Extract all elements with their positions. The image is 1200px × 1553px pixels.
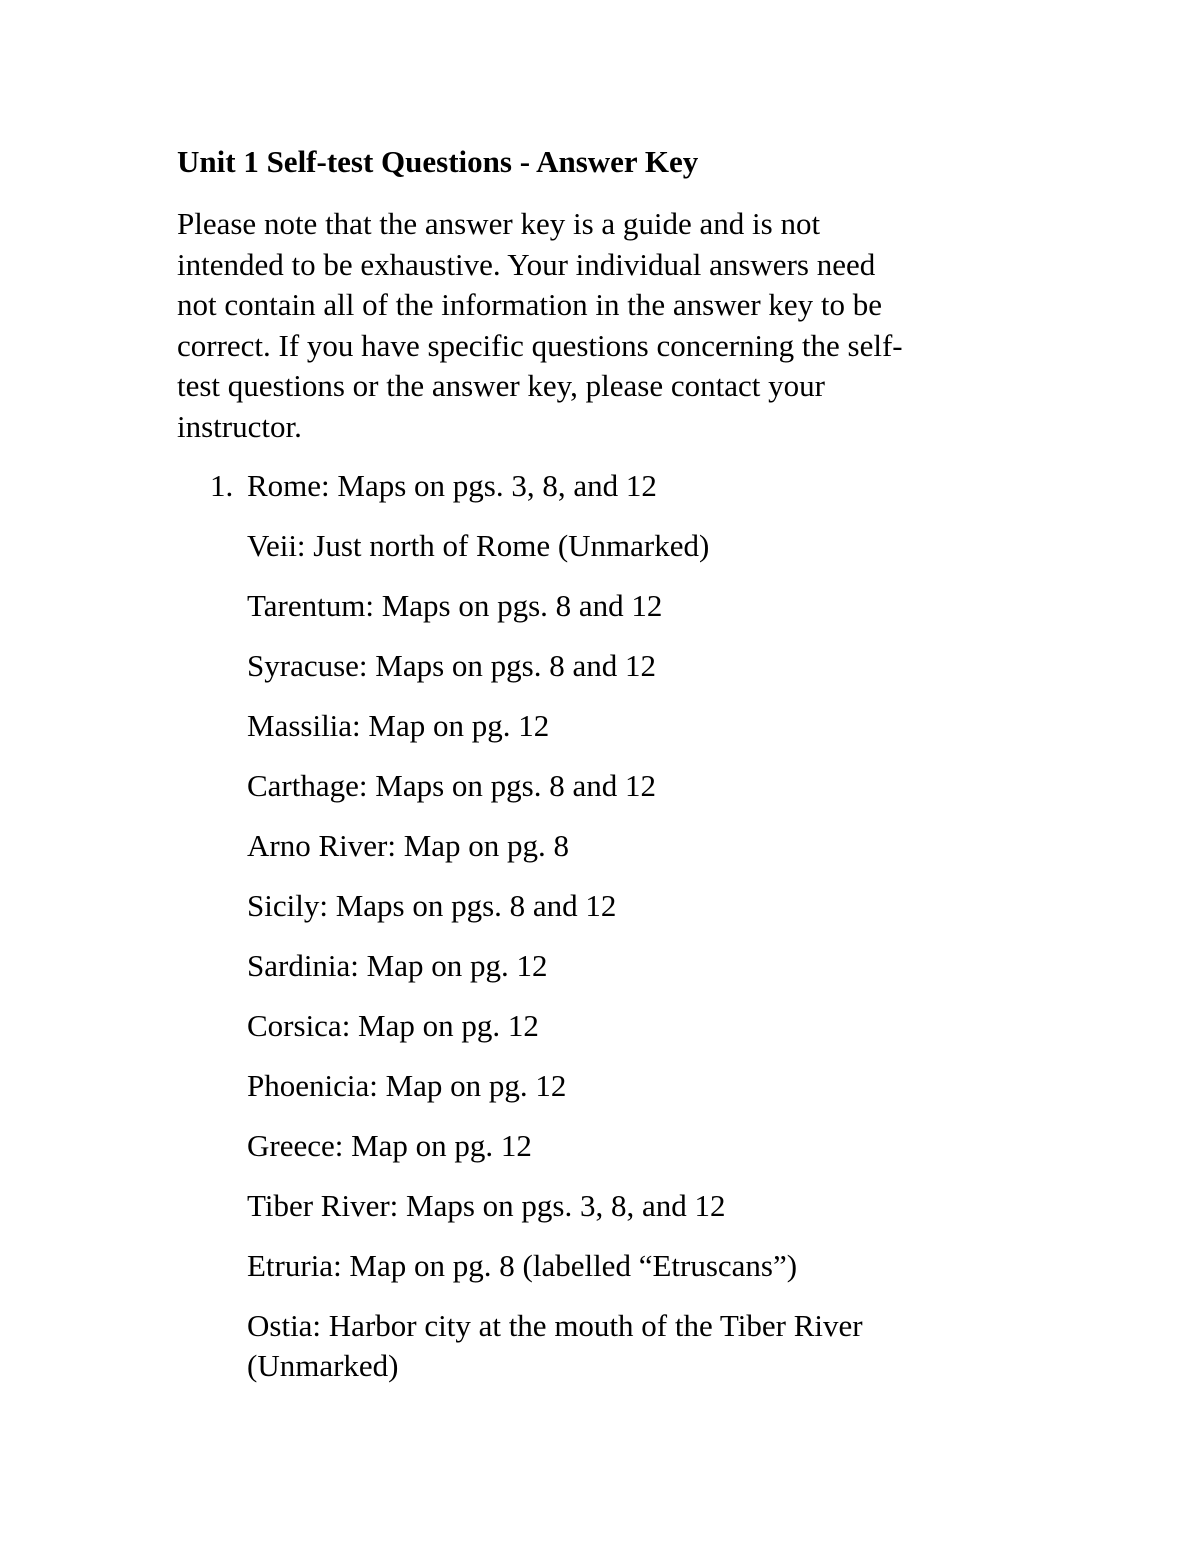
answer-list [177,466,1077,1406]
answer-rome: Rome: Maps on pgs. 3, 8, and 12 [247,468,657,503]
answer-carthage: Carthage: Maps on pgs. 8 and 12 [247,768,656,803]
intro-line: Please note that the answer key is a guide and is not [177,206,821,241]
answer-veii: Veii: Just north of Rome (Unmarked) [247,528,710,563]
question-1 [177,466,1077,1386]
answer-sicily: Sicily: Maps on pgs. 8 and 12 [247,888,617,923]
answer-arno-river: Arno River: Map on pg. 8 [247,828,570,863]
answer-massilia: Massilia: Map on pg. 12 [247,708,550,743]
answer-sardinia: Sardinia: Map on pg. 12 [247,948,548,983]
intro-line: instructor. [177,408,302,444]
answer-etruria: Etruria: Map on pg. 8 (labelled “Etruscans”) [247,1248,798,1283]
answer-ostia [247,1306,1077,1386]
page-title: Unit 1 Self-test Questions - Answer Key [177,144,699,179]
answer-tarentum: Tarentum: Maps on pgs. 8 and 12 [247,588,663,623]
answer-ostia-line: Ostia: Harbor city at the mouth of the Tiber River [247,1308,863,1343]
answer-tiber-river: Tiber River: Maps on pgs. 3, 8, and 12 [247,1188,726,1223]
answer-corsica: Corsica: Map on pg. 12 [247,1008,539,1043]
answer-phoenicia: Phoenicia: Map on pg. 12 [247,1068,567,1103]
question-number: 1. [210,468,234,503]
intro-line: test questions or the answer key, please contact your [177,368,825,403]
answer-ostia-line: (Unmarked) [247,1348,399,1383]
answer-greece: Greece: Map on pg. 12 [247,1128,532,1163]
intro-line: correct. If you have specific questions concerning the self- [177,327,903,363]
intro-line: not contain all of the information in the answer key to be [177,287,883,322]
answer-syracuse: Syracuse: Maps on pgs. 8 and 12 [247,648,656,683]
intro-line: intended to be exhaustive. Your individual answers need [177,246,876,282]
intro-paragraph [177,204,1037,447]
